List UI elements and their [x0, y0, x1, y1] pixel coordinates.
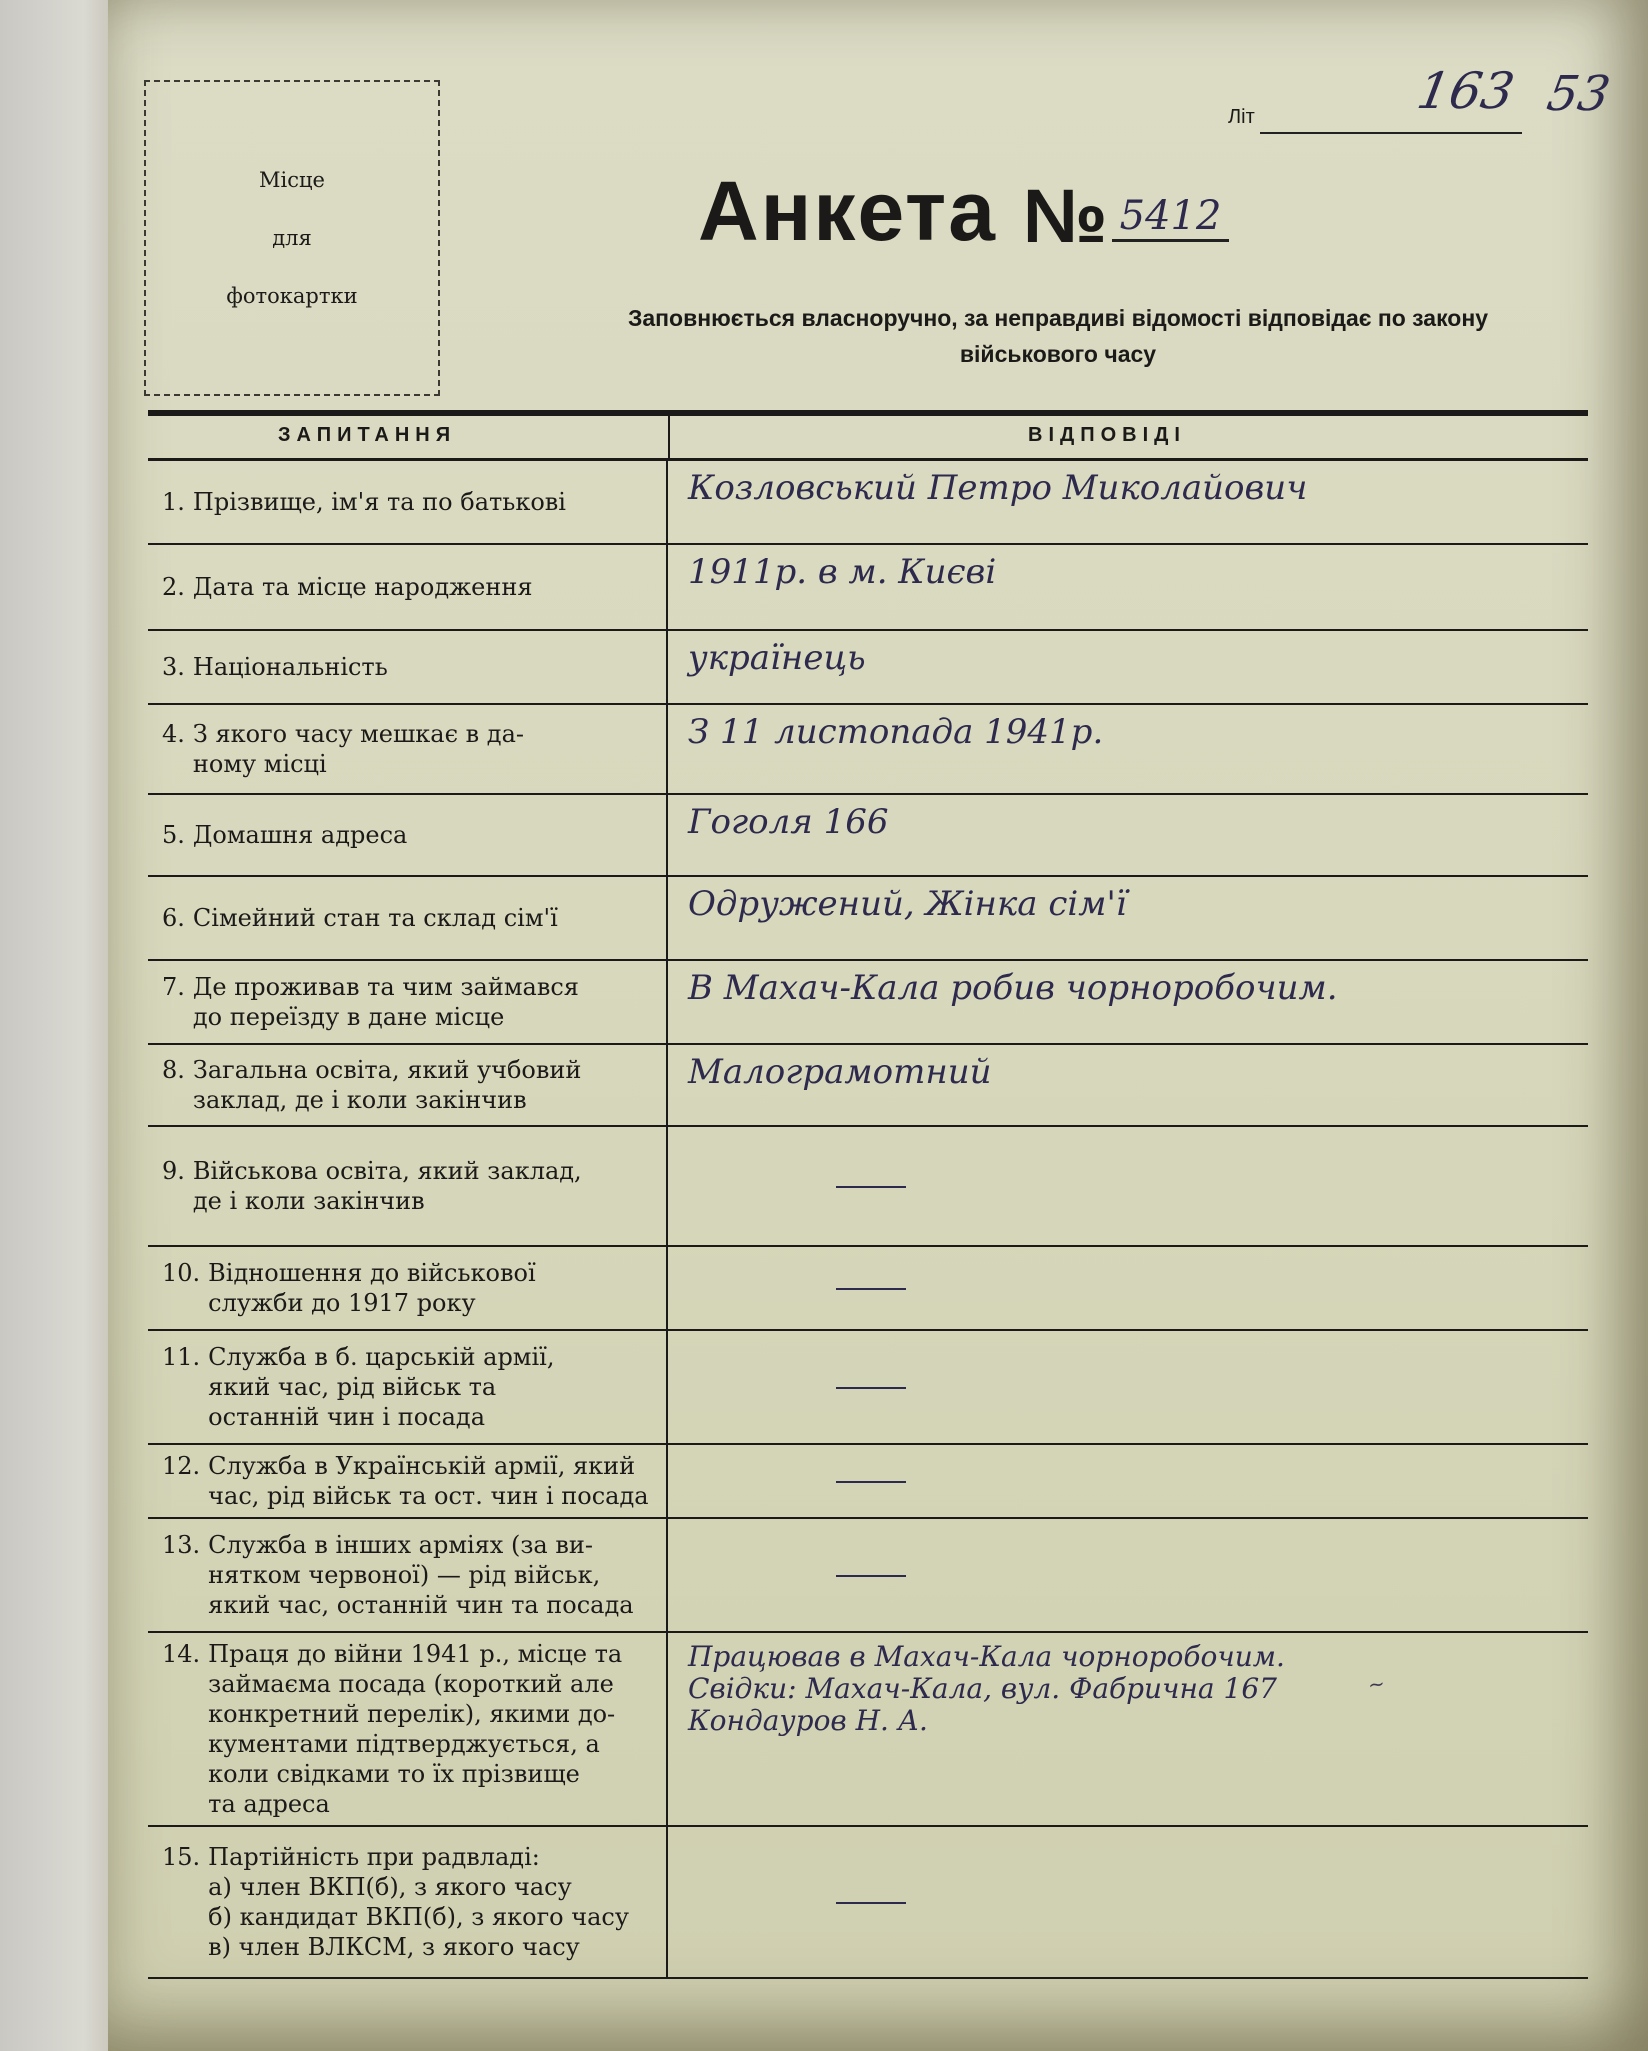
question-cell: [148, 877, 668, 959]
question-text: [193, 903, 558, 933]
question-cell: [148, 631, 668, 703]
question-line: Служба в інших арміях (за ви-: [208, 1531, 593, 1559]
answer-text: Козловський Петро Миколайович: [688, 468, 1308, 508]
question-text: [193, 572, 533, 602]
question-content: [162, 1156, 582, 1216]
table-row: [148, 1519, 1588, 1633]
question-line: конкретний перелік), якими до-: [208, 1700, 616, 1728]
question-line: в) член ВЛКСМ, з якого часу: [208, 1933, 580, 1961]
question-content: [162, 1639, 622, 1819]
question-cell: [148, 705, 668, 793]
question-line: коли свідками то їх прізвище: [208, 1760, 580, 1788]
question-text: [193, 820, 407, 850]
table-row: [148, 1445, 1588, 1519]
empty-answer-dash: [836, 1902, 906, 1904]
question-cell: [148, 795, 668, 875]
empty-answer-dash: [836, 1186, 906, 1188]
answer-cell: [676, 1445, 1588, 1517]
question-line: Служба в Українській армії, який: [208, 1452, 636, 1480]
question-cell: [148, 1633, 668, 1825]
question-text: [208, 1451, 648, 1511]
form-title: [698, 150, 1229, 260]
question-text: [193, 652, 388, 682]
table-row: [148, 705, 1588, 795]
question-number: 4.: [162, 720, 185, 748]
question-text: [193, 1156, 582, 1216]
answer-cell: [676, 1519, 1588, 1631]
question-line: який час, останній чин та посада: [208, 1591, 634, 1619]
table-row: [148, 545, 1588, 631]
answer-cell: [676, 1633, 1588, 1825]
answer-cell: [676, 705, 1588, 793]
photo-label-3: фотокартки: [226, 284, 358, 308]
empty-answer-dash: [836, 1575, 906, 1577]
question-line: Служба в б. царській армії,: [208, 1343, 555, 1371]
answer-text: українець: [688, 638, 866, 678]
margin-scribble: ~: [1366, 1670, 1387, 1698]
question-number: 6.: [162, 904, 185, 932]
question-content: [162, 652, 388, 682]
question-number: 3.: [162, 653, 185, 681]
question-line: до переїзду в дане місце: [192, 1003, 505, 1031]
question-line: який час, рід військ та: [208, 1373, 497, 1401]
table-row: [148, 461, 1588, 545]
archive-label: Літ: [1228, 106, 1255, 128]
question-content: [162, 1451, 649, 1511]
question-line: З якого часу мешкає в да-: [192, 720, 524, 748]
question-line: Прізвище, ім'я та по батькові: [192, 488, 566, 516]
question-content: [162, 1342, 554, 1432]
question-text: [193, 1055, 581, 1115]
question-text: [208, 1342, 554, 1432]
instruction-line-1: Заповнюється власноручно, за неправдиві відомості відповідає по закону: [627, 305, 1489, 331]
folio-old-number: 53: [1543, 66, 1615, 122]
question-content: [162, 820, 407, 850]
question-line: займаєма посада (короткий але: [208, 1670, 614, 1698]
question-line: кументами підтверджується, а: [208, 1730, 600, 1758]
question-cell: [148, 1445, 668, 1517]
answer-text: Кондауров Н. А.: [688, 1704, 928, 1737]
answer-text: В Махач-Кала робив чорноробочим.: [688, 968, 1338, 1008]
question-content: [162, 1842, 629, 1962]
question-line: Сімейний стан та склад сім'ї: [192, 904, 558, 932]
answer-text: З 11 листопада 1941р.: [688, 712, 1104, 752]
question-text: [193, 487, 566, 517]
answer-cell: [676, 877, 1588, 959]
question-text: [208, 1530, 633, 1620]
question-line: Дата та місце народження: [192, 573, 533, 601]
archive-underline: [1260, 132, 1522, 134]
question-content: [162, 903, 558, 933]
question-number: 13.: [162, 1531, 201, 1559]
questions-header: ЗАПИТАННЯ: [278, 424, 457, 446]
question-line: Військова освіта, який заклад,: [192, 1157, 582, 1185]
archive-info: [1228, 62, 1648, 142]
question-cell: [148, 1247, 668, 1329]
empty-answer-dash: [836, 1481, 906, 1483]
question-line: останній чин і посада: [208, 1403, 486, 1431]
question-number: 11.: [162, 1343, 201, 1371]
question-text: [193, 719, 524, 779]
answer-cell: [676, 1331, 1588, 1443]
question-number: 2.: [162, 573, 185, 601]
answer-cell: [676, 461, 1588, 543]
question-cell: [148, 1519, 668, 1631]
answer-cell: [676, 1127, 1588, 1245]
number-sign: №: [1022, 174, 1108, 259]
question-line: ному місці: [192, 750, 327, 778]
answer-text: Одружений, Жінка сім'ї: [688, 884, 1127, 924]
answer-text: Працював в Махач-Кала чорноробочим.: [688, 1640, 1285, 1673]
folio-number: 163: [1412, 62, 1519, 120]
question-line: Національність: [192, 653, 388, 681]
question-number: 12.: [162, 1452, 201, 1480]
answer-text: 1911р. в м. Києві: [688, 552, 997, 592]
question-number: 10.: [162, 1259, 201, 1287]
title-text: Анкета: [698, 164, 997, 258]
empty-answer-dash: [836, 1387, 906, 1389]
question-line: Відношення до військової: [208, 1259, 536, 1287]
question-text: [208, 1842, 629, 1962]
answer-cell: [676, 961, 1588, 1043]
answer-cell: [676, 1247, 1588, 1329]
table-row: [148, 1247, 1588, 1331]
question-line: б) кандидат ВКП(б), з якого часу: [208, 1903, 629, 1931]
question-number: 7.: [162, 973, 185, 1001]
question-number: 15.: [162, 1843, 201, 1871]
question-text: [208, 1258, 535, 1318]
answer-cell: [676, 795, 1588, 875]
answer-cell: [676, 545, 1588, 629]
table-row: [148, 1331, 1588, 1445]
answer-text: Свідки: Махач-Кала, вул. Фабрична 167: [688, 1672, 1277, 1705]
empty-answer-dash: [836, 1288, 906, 1290]
answer-text: Малограмотний: [688, 1052, 992, 1092]
question-line: служби до 1917 року: [208, 1289, 476, 1317]
question-cell: [148, 1827, 668, 1977]
question-text: [208, 1639, 622, 1819]
question-content: [162, 719, 524, 779]
photo-label-2: для: [272, 226, 312, 250]
question-cell: [148, 461, 668, 543]
question-content: [162, 487, 566, 517]
question-line: нятком червоної) — рід військ,: [208, 1561, 601, 1589]
table-body: [148, 461, 1588, 1979]
question-line: де і коли закінчив: [192, 1187, 425, 1215]
photo-placeholder: [144, 80, 440, 396]
photo-label-1: Місце: [259, 168, 325, 192]
question-cell: [148, 545, 668, 629]
answer-text: Гоголя 166: [688, 802, 889, 842]
question-content: [162, 1530, 634, 1620]
question-number: 1.: [162, 488, 185, 516]
question-content: [162, 572, 533, 602]
question-line: Праця до війни 1941 р., місце та: [208, 1640, 623, 1668]
table-row: [148, 961, 1588, 1045]
table-row: [148, 795, 1588, 877]
question-number: 14.: [162, 1640, 201, 1668]
answer-cell: [676, 1045, 1588, 1125]
question-content: [162, 1258, 536, 1318]
question-line: а) член ВКП(б), з якого часу: [208, 1873, 572, 1901]
answer-cell: [676, 1827, 1588, 1977]
instruction-text: [468, 300, 1648, 372]
table-row: [148, 631, 1588, 705]
table-row: [148, 1633, 1588, 1827]
header-divider: [668, 416, 670, 458]
question-cell: [148, 961, 668, 1043]
question-text: [193, 972, 579, 1032]
question-content: [162, 1055, 581, 1115]
question-line: Домашня адреса: [192, 821, 408, 849]
table-row: [148, 1127, 1588, 1247]
question-cell: [148, 1331, 668, 1443]
table-header: [148, 410, 1588, 461]
question-content: [162, 972, 579, 1032]
question-number: 9.: [162, 1157, 185, 1185]
answers-header: ВІДПОВІДІ: [1028, 424, 1186, 446]
question-line: Партійність при радвладі:: [208, 1843, 540, 1871]
question-line: та адреса: [208, 1790, 330, 1818]
questionnaire-table: [148, 410, 1588, 1979]
table-row: [148, 1045, 1588, 1127]
question-line: Де проживав та чим займався: [192, 973, 579, 1001]
form-number: 5412: [1112, 193, 1230, 242]
form-sheet: [108, 0, 1648, 2051]
table-row: [148, 877, 1588, 961]
instruction-line-2: військового часу: [959, 341, 1157, 367]
question-number: 5.: [162, 821, 185, 849]
question-line: час, рід військ та ост. чин і посада: [208, 1482, 649, 1510]
question-line: Загальна освіта, який учбовий: [192, 1056, 582, 1084]
table-row: [148, 1827, 1588, 1979]
question-cell: [148, 1127, 668, 1245]
question-number: 8.: [162, 1056, 185, 1084]
question-cell: [148, 1045, 668, 1125]
answer-cell: [676, 631, 1588, 703]
question-line: заклад, де і коли закінчив: [192, 1086, 527, 1114]
